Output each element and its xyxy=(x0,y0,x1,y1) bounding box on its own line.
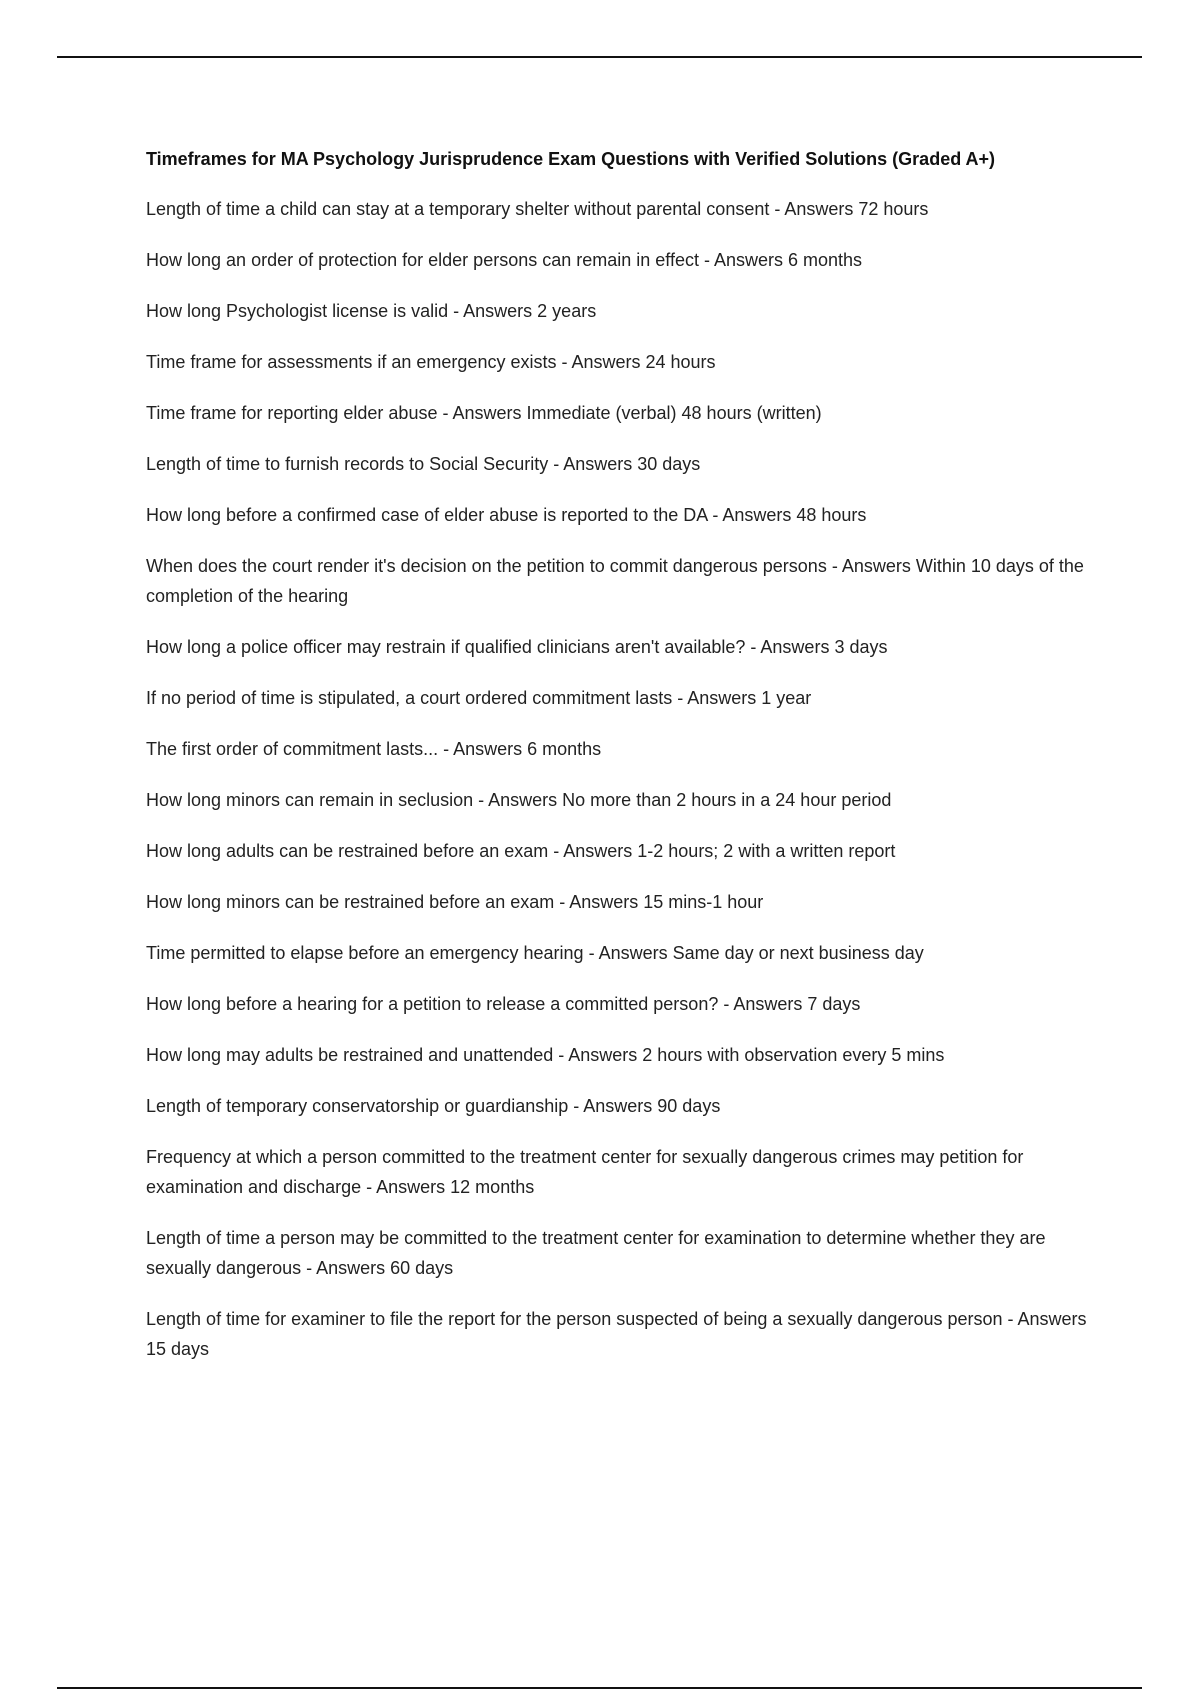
qa-item: Time permitted to elapse before an emergency hearing - Answers Same day or next business day xyxy=(146,943,924,963)
document-title: Timeframes for MA Psychology Jurisprudence Exam Questions with Verified Solutions (Graded A+) xyxy=(146,149,996,169)
qa-item: Frequency at which a person committed to the treatment center for sexually dangerous crimes may petition for examination and discharge - Answers 12 months xyxy=(146,1147,1024,1197)
qa-item: Length of time a person may be committed to the treatment center for examination to determine whether they are sexually dangerous - Answers 60 days xyxy=(146,1228,1046,1278)
document-body xyxy=(146,146,1096,1385)
qa-item: How long a police officer may restrain if qualified clinicians aren't available? - Answers 3 days xyxy=(146,637,888,657)
qa-item: Length of temporary conservatorship or guardianship - Answers 90 days xyxy=(146,1096,721,1116)
qa-item: How long minors can remain in seclusion - Answers No more than 2 hours in a 24 hour period xyxy=(146,790,892,810)
qa-item: Time frame for assessments if an emergency exists - Answers 24 hours xyxy=(146,352,716,372)
qa-item: How long adults can be restrained before an exam - Answers 1-2 hours; 2 with a written report xyxy=(146,841,896,861)
qa-list xyxy=(146,194,1096,1364)
qa-item: How long before a hearing for a petition to release a committed person? - Answers 7 days xyxy=(146,994,861,1014)
qa-item: How long Psychologist license is valid - Answers 2 years xyxy=(146,301,597,321)
qa-item: How long may adults be restrained and unattended - Answers 2 hours with observation every 5 mins xyxy=(146,1045,945,1065)
qa-item: Length of time a child can stay at a temporary shelter without parental consent - Answers 72 hours xyxy=(146,199,929,219)
qa-item: Length of time for examiner to file the report for the person suspected of being a sexually dangerous person - Answers 15 days xyxy=(146,1309,1087,1359)
qa-item: How long an order of protection for elder persons can remain in effect - Answers 6 months xyxy=(146,250,863,270)
qa-item: How long before a confirmed case of elder abuse is reported to the DA - Answers 48 hours xyxy=(146,505,867,525)
qa-item: Length of time to furnish records to Social Security - Answers 30 days xyxy=(146,454,701,474)
qa-item: Time frame for reporting elder abuse - Answers Immediate (verbal) 48 hours (written) xyxy=(146,403,822,423)
qa-item: If no period of time is stipulated, a court ordered commitment lasts - Answers 1 year xyxy=(146,688,812,708)
header-divider xyxy=(57,56,1142,58)
qa-item: The first order of commitment lasts... - Answers 6 months xyxy=(146,739,602,759)
qa-item: When does the court render it's decision on the petition to commit dangerous persons - Answers Within 10 days of the completion of the hearing xyxy=(146,556,1084,606)
qa-item: How long minors can be restrained before an exam - Answers 15 mins-1 hour xyxy=(146,892,764,912)
footer-divider xyxy=(57,1687,1142,1689)
